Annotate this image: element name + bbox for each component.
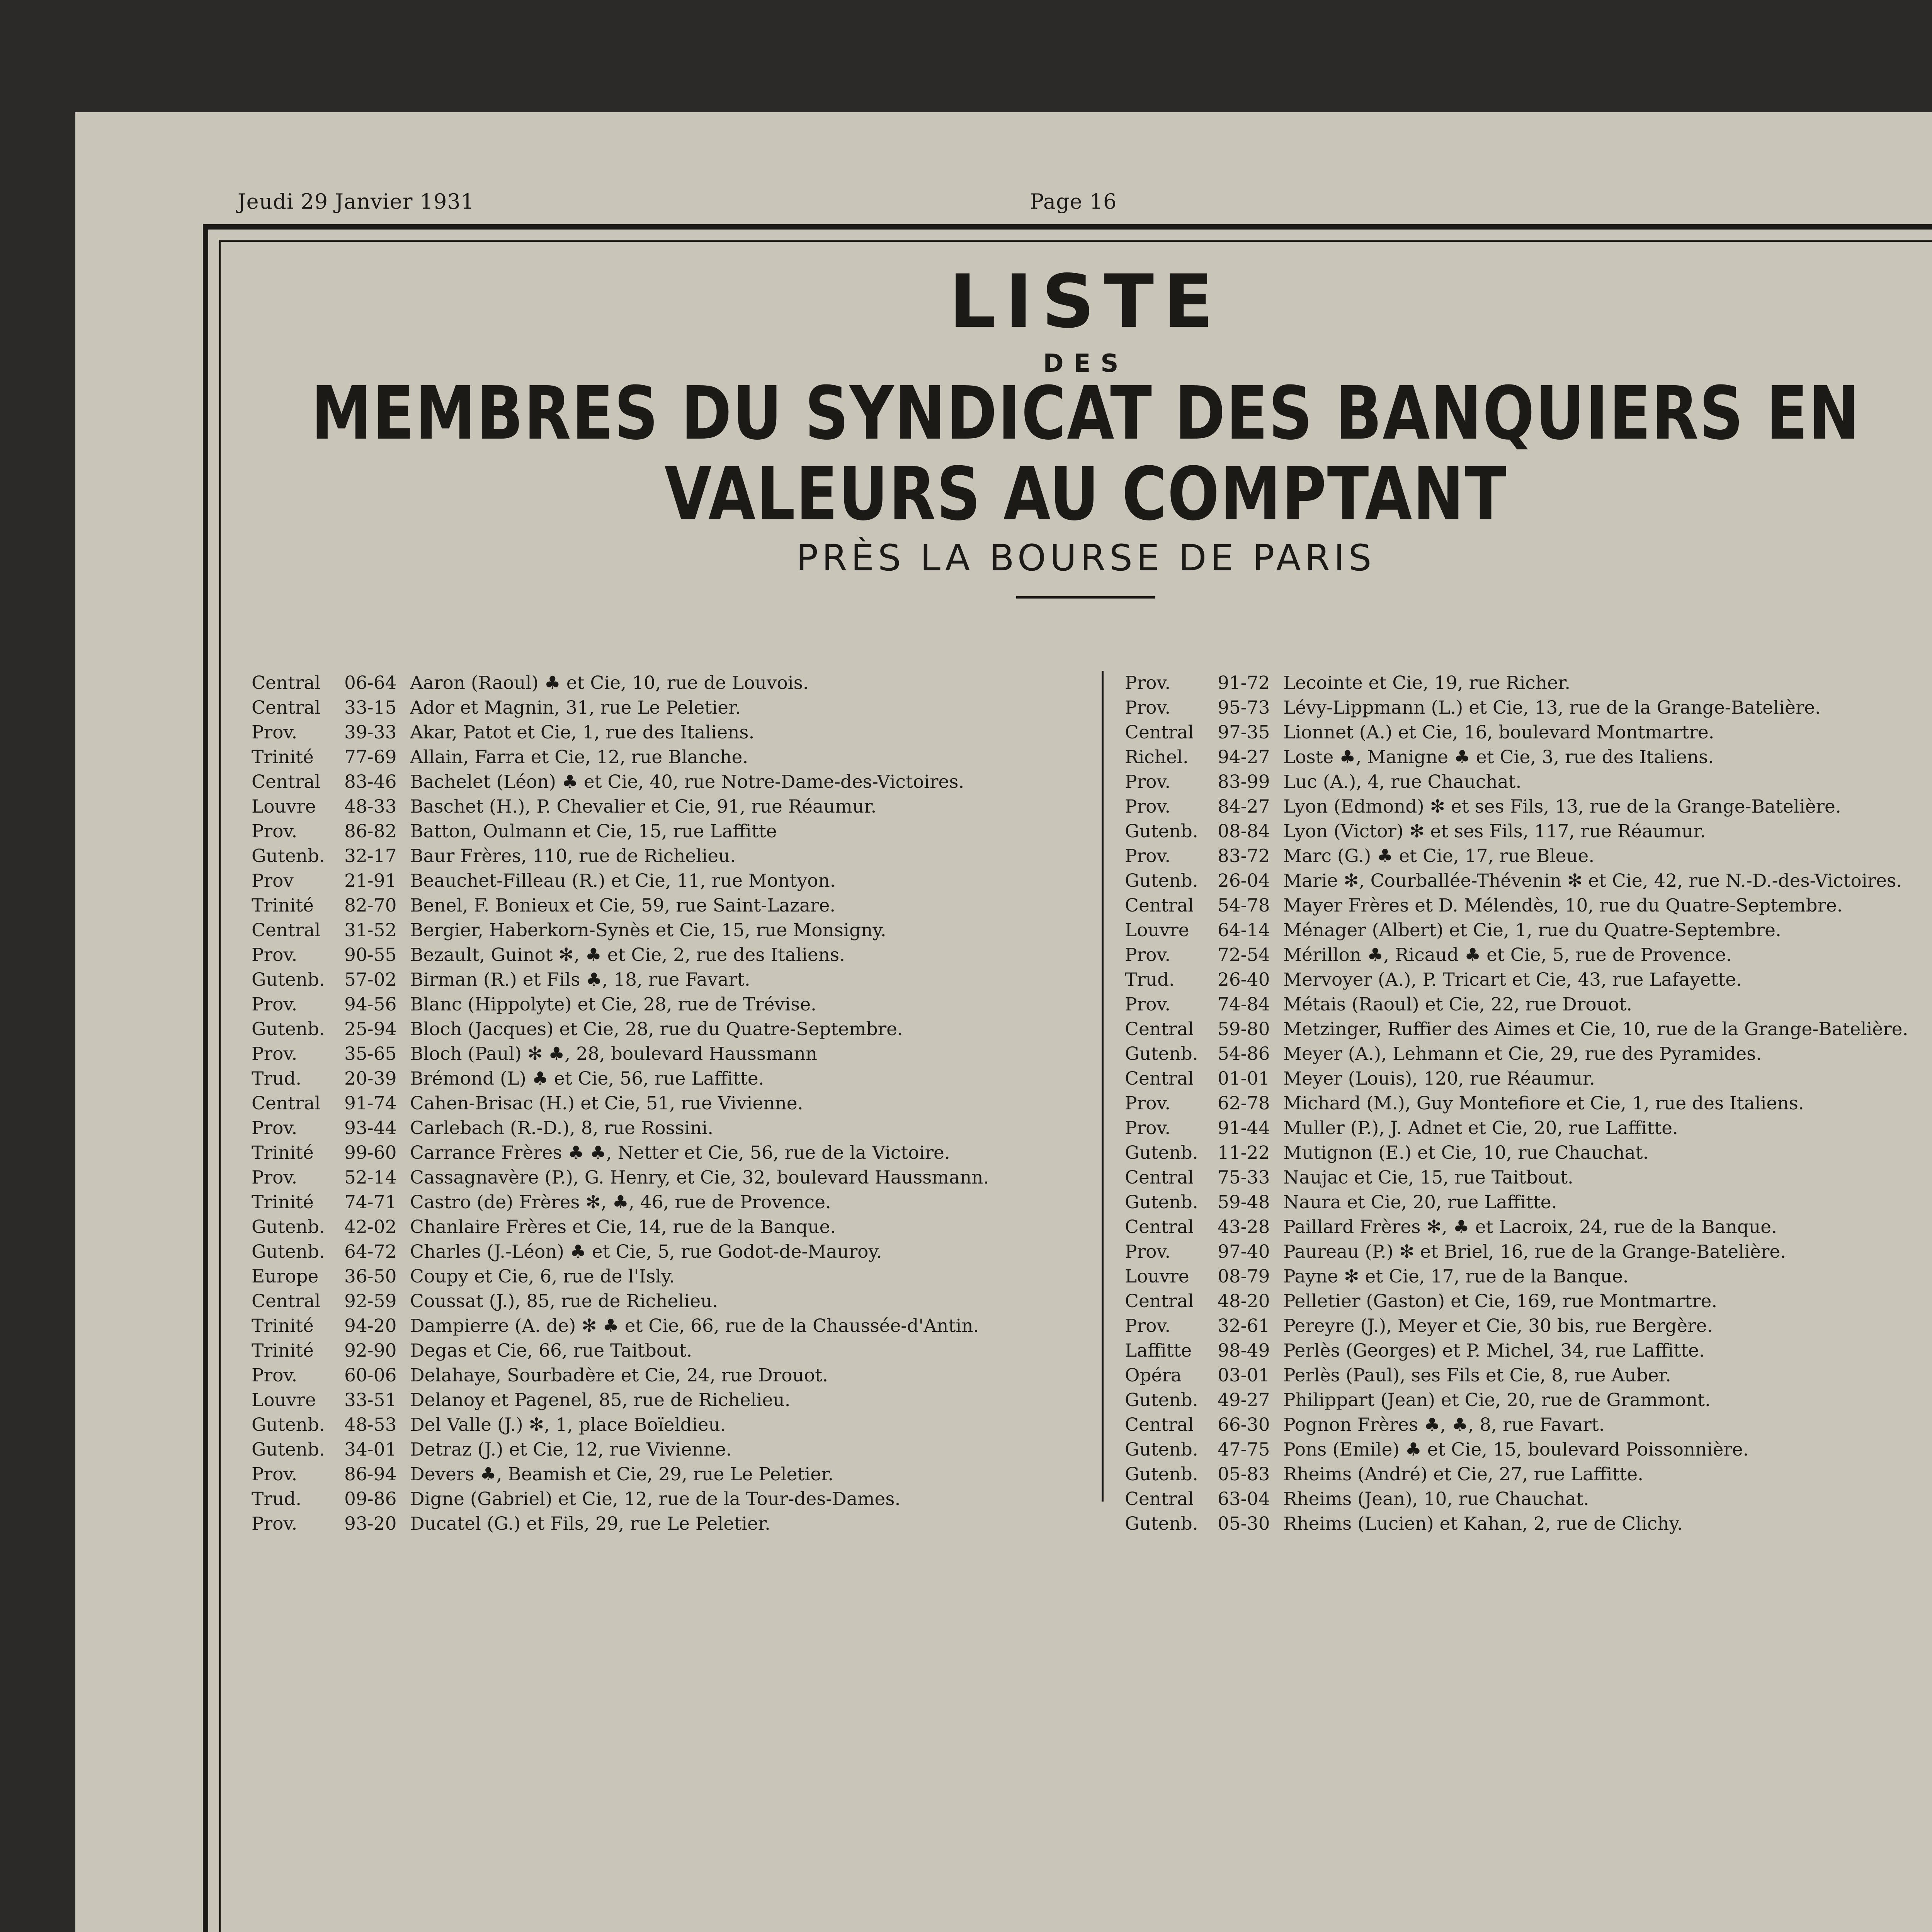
members-columns <box>252 671 1920 1932</box>
member-entry <box>1125 1437 1932 1462</box>
member-entry <box>1125 819 1932 844</box>
member-details: Lyon (Victor) ✻ et ses Fils, 117, rue Réaumur. <box>1283 821 1706 842</box>
member-details: Delanoy et Pagenel, 85, rue de Richelieu. <box>410 1389 791 1411</box>
telephone-number: 05-83 <box>1218 1464 1270 1485</box>
member-details: Paillard Frères ✻, ♣ et Lacroix, 24, rue de la Banque. <box>1283 1216 1777 1238</box>
member-details: Mérillon ♣, Ricaud ♣ et Cie, 5, rue de Provence. <box>1283 944 1732 966</box>
telephone-number: 83-72 <box>1218 845 1270 867</box>
telephone-exchange: Central <box>252 771 321 793</box>
telephone-number: 36-50 <box>344 1266 397 1287</box>
member-entry <box>252 1289 1082 1314</box>
telephone-number: 05-30 <box>1218 1513 1270 1534</box>
member-details: Carlebach (R.-D.), 8, rue Rossini. <box>410 1117 714 1139</box>
telephone-exchange: Trinité <box>252 747 314 768</box>
newspaper-page <box>75 112 1932 1932</box>
member-entry <box>1125 770 1932 794</box>
bordered-frame <box>203 224 1932 1932</box>
heading-title: MEMBRES DU SYNDICAT DES BANQUIERS EN VALEURS AU COMPTANT <box>311 371 1861 537</box>
telephone-exchange: Gutenb. <box>252 969 325 990</box>
members-right-column <box>1125 671 1932 1536</box>
telephone-number: 83-99 <box>1218 771 1270 793</box>
member-entry <box>252 1437 1082 1462</box>
member-entry <box>1125 1289 1932 1314</box>
member-entry <box>1125 1017 1932 1042</box>
member-entry <box>1125 1388 1932 1413</box>
telephone-number: 52-14 <box>344 1167 397 1188</box>
telephone-exchange: Prov. <box>1125 1241 1171 1262</box>
telephone-number: 74-84 <box>1218 994 1270 1015</box>
member-entry <box>252 1413 1082 1437</box>
member-entry <box>1125 745 1932 770</box>
member-entry <box>252 745 1082 770</box>
page-number: Page 16 <box>1030 189 1117 214</box>
member-details: Meyer (A.), Lehmann et Cie, 29, rue des Pyramides. <box>1283 1043 1762 1065</box>
telephone-exchange: Gutenb. <box>1125 1389 1198 1411</box>
member-details: Del Valle (J.) ✻, 1, place Boïeldieu. <box>410 1414 726 1435</box>
member-details: Bloch (Jacques) et Cie, 28, rue du Quatre-Septembre. <box>410 1019 903 1040</box>
member-details: Marc (G.) ♣ et Cie, 17, rue Bleue. <box>1283 845 1595 867</box>
telephone-exchange: Prov. <box>252 1043 298 1065</box>
member-details: Pons (Emile) ♣ et Cie, 15, boulevard Poissonnière. <box>1283 1439 1749 1460</box>
member-details: Castro (de) Frères ✻, ♣, 46, rue de Provence. <box>410 1192 831 1213</box>
member-details: Batton, Oulmann et Cie, 15, rue Laffitte <box>410 821 777 842</box>
telephone-number: 94-56 <box>344 994 397 1015</box>
member-details: Rheims (André) et Cie, 27, rue Laffitte. <box>1283 1464 1644 1485</box>
member-entry <box>1125 1066 1932 1091</box>
telephone-number: 97-35 <box>1218 722 1270 743</box>
telephone-exchange: Trinité <box>252 1340 314 1361</box>
member-entry <box>1125 1116 1932 1141</box>
member-entry <box>252 819 1082 844</box>
telephone-number: 84-27 <box>1218 796 1270 817</box>
member-entry <box>252 1141 1082 1165</box>
telephone-number: 91-44 <box>1218 1117 1270 1139</box>
member-entry <box>252 1338 1082 1363</box>
member-details: Bachelet (Léon) ♣ et Cie, 40, rue Notre-Dame-des-Victoires. <box>410 771 964 793</box>
telephone-number: 95-73 <box>1218 697 1270 718</box>
telephone-number: 91-74 <box>344 1093 397 1114</box>
members-left-column <box>252 671 1082 1536</box>
telephone-number: 48-33 <box>344 796 397 817</box>
telephone-number: 54-86 <box>1218 1043 1270 1065</box>
telephone-exchange: Prov. <box>252 944 298 966</box>
heading-block <box>221 259 1932 599</box>
member-entry <box>252 1017 1082 1042</box>
telephone-exchange: Trud. <box>252 1068 302 1089</box>
member-entry <box>252 1042 1082 1066</box>
telephone-number: 32-17 <box>344 845 397 867</box>
telephone-exchange: Gutenb. <box>252 1019 325 1040</box>
telephone-number: 06-64 <box>344 672 397 694</box>
member-details: Paureau (P.) ✻ et Briel, 16, rue de la Grange-Batelière. <box>1283 1241 1786 1262</box>
telephone-number: 75-33 <box>1218 1167 1270 1188</box>
issue-date: Jeudi 29 Janvier 1931 <box>238 189 475 214</box>
telephone-exchange: Central <box>1125 1167 1194 1188</box>
member-entry <box>1125 1240 1932 1264</box>
telephone-exchange: Prov. <box>252 722 298 743</box>
telephone-exchange: Louvre <box>1125 1266 1189 1287</box>
telephone-exchange: Gutenb. <box>1125 1464 1198 1485</box>
telephone-exchange: Central <box>252 1291 321 1312</box>
member-entry <box>252 770 1082 794</box>
frame-inner <box>219 240 1932 1932</box>
member-entry <box>1125 1091 1932 1116</box>
telephone-number: 94-20 <box>344 1315 397 1337</box>
telephone-number: 48-53 <box>344 1414 397 1435</box>
telephone-number: 93-20 <box>344 1513 397 1534</box>
member-entry <box>252 794 1082 819</box>
telephone-number: 21-91 <box>344 870 397 891</box>
telephone-number: 63-04 <box>1218 1488 1270 1510</box>
heading-des: DES <box>1043 349 1129 378</box>
telephone-number: 66-30 <box>1218 1414 1270 1435</box>
member-details: Dampierre (A. de) ✻ ♣ et Cie, 66, rue de la Chaussée-d'Antin. <box>410 1315 979 1337</box>
member-entry <box>1125 794 1932 819</box>
telephone-exchange: Trinité <box>252 1192 314 1213</box>
member-details: Charles (J.-Léon) ♣ et Cie, 5, rue Godot-de-Mauroy. <box>410 1241 882 1262</box>
telephone-exchange: Central <box>252 697 321 718</box>
telephone-number: 59-80 <box>1218 1019 1270 1040</box>
telephone-number: 64-14 <box>1218 920 1270 941</box>
telephone-exchange: Gutenb. <box>252 1414 325 1435</box>
member-entry <box>252 1215 1082 1240</box>
member-details: Métais (Raoul) et Cie, 22, rue Drouot. <box>1283 994 1632 1015</box>
member-details: Bezault, Guinot ✻, ♣ et Cie, 2, rue des Italiens. <box>410 944 845 966</box>
member-details: Benel, F. Bonieux et Cie, 59, rue Saint-Lazare. <box>410 895 836 916</box>
heading-subtitle: PRÈS LA BOURSE DE PARIS <box>796 537 1376 579</box>
telephone-number: 03-01 <box>1218 1365 1270 1386</box>
member-details: Philippart (Jean) et Cie, 20, rue de Grammont. <box>1283 1389 1711 1411</box>
member-entry <box>252 1165 1082 1190</box>
member-details: Mayer Frères et D. Mélendès, 10, rue du Quatre-Septembre. <box>1283 895 1843 916</box>
telephone-exchange: Prov. <box>252 1117 298 1139</box>
member-entry <box>252 1487 1082 1512</box>
telephone-exchange: Louvre <box>1125 920 1189 941</box>
member-entry <box>1125 1264 1932 1289</box>
telephone-exchange: Central <box>252 920 321 941</box>
member-entry <box>1125 1462 1932 1487</box>
member-details: Mutignon (E.) et Cie, 10, rue Chauchat. <box>1283 1142 1649 1163</box>
member-details: Digne (Gabriel) et Cie, 12, rue de la Tour-des-Dames. <box>410 1488 901 1510</box>
member-entry <box>1125 844 1932 869</box>
telephone-number: 86-94 <box>344 1464 397 1485</box>
member-details: Loste ♣, Manigne ♣ et Cie, 3, rue des Italiens. <box>1283 747 1714 768</box>
member-entry <box>252 992 1082 1017</box>
member-details: Ménager (Albert) et Cie, 1, rue du Quatre-Septembre. <box>1283 920 1781 941</box>
telephone-exchange: Central <box>252 672 321 694</box>
telephone-exchange: Central <box>1125 1414 1194 1435</box>
member-details: Baschet (H.), P. Chevalier et Cie, 91, rue Réaumur. <box>410 796 877 817</box>
member-details: Metzinger, Ruffier des Aimes et Cie, 10, rue de la Grange-Batelière. <box>1283 1019 1908 1040</box>
telephone-number: 39-33 <box>344 722 397 743</box>
member-details: Lionnet (A.) et Cie, 16, boulevard Montmartre. <box>1283 722 1714 743</box>
telephone-exchange: Prov. <box>1125 771 1171 793</box>
member-details: Beauchet-Filleau (R.) et Cie, 11, rue Montyon. <box>410 870 836 891</box>
member-details: Aaron (Raoul) ♣ et Cie, 10, rue de Louvois. <box>410 672 809 694</box>
telephone-number: 57-02 <box>344 969 397 990</box>
telephone-number: 93-44 <box>344 1117 397 1139</box>
member-details: Coupy et Cie, 6, rue de l'Isly. <box>410 1266 675 1287</box>
telephone-number: 83-46 <box>344 771 397 793</box>
telephone-exchange: Europe <box>252 1266 319 1287</box>
member-entry <box>1125 968 1932 992</box>
telephone-exchange: Prov. <box>1125 697 1171 718</box>
telephone-exchange: Prov. <box>1125 944 1171 966</box>
member-details: Lyon (Edmond) ✻ et ses Fils, 13, rue de la Grange-Batelière. <box>1283 796 1841 817</box>
telephone-exchange: Central <box>1125 1291 1194 1312</box>
telephone-exchange: Prov. <box>252 1167 298 1188</box>
telephone-number: 33-51 <box>344 1389 397 1411</box>
telephone-exchange: Richel. <box>1125 747 1189 768</box>
telephone-exchange: Laffitte <box>1125 1340 1192 1361</box>
telephone-number: 26-40 <box>1218 969 1270 990</box>
member-entry <box>1125 1314 1932 1338</box>
member-entry <box>252 893 1082 918</box>
telephone-number: 86-82 <box>344 821 397 842</box>
member-details: Pelletier (Gaston) et Cie, 169, rue Montmartre. <box>1283 1291 1718 1312</box>
telephone-number: 97-40 <box>1218 1241 1270 1262</box>
telephone-number: 74-71 <box>344 1192 397 1213</box>
column-divider <box>1102 671 1104 1502</box>
member-entry <box>252 1091 1082 1116</box>
member-details: Mervoyer (A.), P. Tricart et Cie, 43, rue Lafayette. <box>1283 969 1742 990</box>
member-entry <box>252 869 1082 893</box>
member-entry <box>1125 992 1932 1017</box>
telephone-exchange: Prov. <box>1125 1315 1171 1337</box>
telephone-number: 98-49 <box>1218 1340 1270 1361</box>
telephone-exchange: Prov. <box>1125 1117 1171 1139</box>
telephone-number: 25-94 <box>344 1019 397 1040</box>
telephone-number: 08-79 <box>1218 1266 1270 1287</box>
member-entry <box>252 918 1082 943</box>
member-details: Allain, Farra et Cie, 12, rue Blanche. <box>410 747 748 768</box>
telephone-number: 49-27 <box>1218 1389 1270 1411</box>
telephone-number: 31-52 <box>344 920 397 941</box>
member-details: Payne ✻ et Cie, 17, rue de la Banque. <box>1283 1266 1629 1287</box>
heading-liste: LISTE <box>949 259 1223 344</box>
telephone-exchange: Trinité <box>252 895 314 916</box>
heading-rule <box>1016 596 1155 599</box>
member-entry <box>1125 1413 1932 1437</box>
telephone-exchange: Gutenb. <box>1125 1043 1198 1065</box>
member-entry <box>252 844 1082 869</box>
telephone-number: 64-72 <box>344 1241 397 1262</box>
telephone-number: 01-01 <box>1218 1068 1270 1089</box>
member-entry <box>1125 720 1932 745</box>
member-details: Ador et Magnin, 31, rue Le Peletier. <box>410 697 741 718</box>
member-details: Muller (P.), J. Adnet et Cie, 20, rue Laffitte. <box>1283 1117 1678 1139</box>
telephone-number: 62-78 <box>1218 1093 1270 1114</box>
telephone-exchange: Central <box>1125 1019 1194 1040</box>
telephone-number: 20-39 <box>344 1068 397 1089</box>
member-entry <box>252 1066 1082 1091</box>
telephone-number: 08-84 <box>1218 821 1270 842</box>
telephone-exchange: Louvre <box>252 796 316 817</box>
member-entry <box>1125 943 1932 968</box>
member-entry <box>252 1512 1082 1536</box>
telephone-number: 42-02 <box>344 1216 397 1238</box>
telephone-number: 72-54 <box>1218 944 1270 966</box>
telephone-exchange: Gutenb. <box>1125 1192 1198 1213</box>
telephone-number: 99-60 <box>344 1142 397 1163</box>
member-details: Bergier, Haberkorn-Synès et Cie, 15, rue Monsigny. <box>410 920 886 941</box>
telephone-number: 11-22 <box>1218 1142 1270 1163</box>
telephone-number: 60-06 <box>344 1365 397 1386</box>
member-details: Delahaye, Sourbadère et Cie, 24, rue Drouot. <box>410 1365 828 1386</box>
telephone-number: 92-59 <box>344 1291 397 1312</box>
member-entry <box>252 968 1082 992</box>
telephone-exchange: Prov. <box>1125 1093 1171 1114</box>
member-details: Blanc (Hippolyte) et Cie, 28, rue de Trévise. <box>410 994 816 1015</box>
telephone-exchange: Prov. <box>1125 994 1171 1015</box>
member-entry <box>1125 1487 1932 1512</box>
member-entry <box>252 696 1082 720</box>
member-entry <box>252 1240 1082 1264</box>
member-details: Cahen-Brisac (H.) et Cie, 51, rue Vivienne. <box>410 1093 803 1114</box>
member-details: Birman (R.) et Fils ♣, 18, rue Favart. <box>410 969 750 990</box>
member-entry <box>252 720 1082 745</box>
member-entry <box>1125 918 1932 943</box>
member-details: Rheims (Lucien) et Kahan, 2, rue de Clichy. <box>1283 1513 1683 1534</box>
telephone-number: 43-28 <box>1218 1216 1270 1238</box>
telephone-exchange: Gutenb. <box>252 1241 325 1262</box>
telephone-exchange: Prov. <box>1125 672 1171 694</box>
member-details: Pognon Frères ♣, ♣, 8, rue Favart. <box>1283 1414 1605 1435</box>
telephone-number: 90-55 <box>344 944 397 966</box>
member-entry <box>1125 1512 1932 1536</box>
telephone-number: 32-61 <box>1218 1315 1270 1337</box>
telephone-exchange: Gutenb. <box>1125 870 1198 891</box>
telephone-exchange: Prov. <box>1125 845 1171 867</box>
telephone-exchange: Prov. <box>252 1513 298 1534</box>
member-entry <box>252 1314 1082 1338</box>
member-entry <box>252 1363 1082 1388</box>
telephone-exchange: Prov <box>252 870 294 891</box>
telephone-exchange: Central <box>1125 722 1194 743</box>
telephone-number: 34-01 <box>344 1439 397 1460</box>
telephone-exchange: Central <box>1125 1068 1194 1089</box>
member-entry <box>252 1190 1082 1215</box>
member-details: Luc (A.), 4, rue Chauchat. <box>1283 771 1522 793</box>
telephone-number: 82-70 <box>344 895 397 916</box>
member-details: Marie ✻, Courballée-Thévenin ✻ et Cie, 42, rue N.-D.-des-Victoires. <box>1283 870 1902 891</box>
telephone-exchange: Gutenb. <box>1125 821 1198 842</box>
telephone-number: 91-72 <box>1218 672 1270 694</box>
member-details: Meyer (Louis), 120, rue Réaumur. <box>1283 1068 1595 1089</box>
telephone-number: 26-04 <box>1218 870 1270 891</box>
telephone-exchange: Louvre <box>252 1389 316 1411</box>
member-details: Perlès (Paul), ses Fils et Cie, 8, rue Auber. <box>1283 1365 1671 1386</box>
member-details: Rheims (Jean), 10, rue Chauchat. <box>1283 1488 1589 1510</box>
member-details: Chanlaire Frères et Cie, 14, rue de la Banque. <box>410 1216 836 1238</box>
member-details: Coussat (J.), 85, rue de Richelieu. <box>410 1291 718 1312</box>
member-details: Degas et Cie, 66, rue Taitbout. <box>410 1340 692 1361</box>
member-entry <box>1125 1165 1932 1190</box>
member-entry <box>1125 1190 1932 1215</box>
member-details: Cassagnavère (P.), G. Henry, et Cie, 32, boulevard Haussmann. <box>410 1167 989 1188</box>
telephone-exchange: Gutenb. <box>1125 1513 1198 1534</box>
member-entry <box>252 1388 1082 1413</box>
member-entry <box>252 671 1082 696</box>
telephone-exchange: Prov. <box>252 821 298 842</box>
member-details: Michard (M.), Guy Montefiore et Cie, 1, rue des Italiens. <box>1283 1093 1804 1114</box>
telephone-exchange: Trud. <box>1125 969 1175 990</box>
member-entry <box>1125 1215 1932 1240</box>
member-entry <box>252 943 1082 968</box>
member-entry <box>1125 1363 1932 1388</box>
telephone-number: 33-15 <box>344 697 397 718</box>
telephone-exchange: Gutenb. <box>1125 1142 1198 1163</box>
member-entry <box>1125 869 1932 893</box>
member-details: Brémond (L) ♣ et Cie, 56, rue Laffitte. <box>410 1068 764 1089</box>
member-details: Perlès (Georges) et P. Michel, 34, rue Laffitte. <box>1283 1340 1705 1361</box>
telephone-exchange: Prov. <box>252 994 298 1015</box>
telephone-exchange: Prov. <box>1125 796 1171 817</box>
telephone-number: 77-69 <box>344 747 397 768</box>
member-entry <box>252 1462 1082 1487</box>
telephone-exchange: Central <box>1125 895 1194 916</box>
member-details: Lecointe et Cie, 19, rue Richer. <box>1283 672 1571 694</box>
member-details: Bloch (Paul) ✻ ♣, 28, boulevard Haussmann <box>410 1043 818 1065</box>
member-details: Naujac et Cie, 15, rue Taitbout. <box>1283 1167 1573 1188</box>
member-details: Carrance Frères ♣ ♣, Netter et Cie, 56, rue de la Victoire. <box>410 1142 950 1163</box>
telephone-exchange: Trinité <box>252 1142 314 1163</box>
telephone-exchange: Trud. <box>252 1488 302 1510</box>
telephone-number: 35-65 <box>344 1043 397 1065</box>
member-entry <box>252 1264 1082 1289</box>
member-entry <box>1125 893 1932 918</box>
member-details: Ducatel (G.) et Fils, 29, rue Le Peletier. <box>410 1513 771 1534</box>
member-details: Devers ♣, Beamish et Cie, 29, rue Le Peletier. <box>410 1464 834 1485</box>
telephone-number: 94-27 <box>1218 747 1270 768</box>
telephone-number: 09-86 <box>344 1488 397 1510</box>
telephone-exchange: Gutenb. <box>1125 1439 1198 1460</box>
member-entry <box>1125 1141 1932 1165</box>
telephone-number: 59-48 <box>1218 1192 1270 1213</box>
telephone-exchange: Gutenb. <box>252 845 325 867</box>
telephone-exchange: Prov. <box>252 1365 298 1386</box>
telephone-exchange: Trinité <box>252 1315 314 1337</box>
telephone-number: 54-78 <box>1218 895 1270 916</box>
member-entry <box>1125 671 1932 696</box>
member-entry <box>252 1116 1082 1141</box>
telephone-exchange: Central <box>1125 1216 1194 1238</box>
member-entry <box>1125 1042 1932 1066</box>
telephone-exchange: Central <box>252 1093 321 1114</box>
member-details: Pereyre (J.), Meyer et Cie, 30 bis, rue Bergère. <box>1283 1315 1713 1337</box>
telephone-exchange: Gutenb. <box>252 1216 325 1238</box>
telephone-number: 47-75 <box>1218 1439 1270 1460</box>
member-details: Naura et Cie, 20, rue Laffitte. <box>1283 1192 1557 1213</box>
member-details: Detraz (J.) et Cie, 12, rue Vivienne. <box>410 1439 732 1460</box>
telephone-number: 92-90 <box>344 1340 397 1361</box>
member-details: Akar, Patot et Cie, 1, rue des Italiens. <box>410 722 755 743</box>
telephone-number: 48-20 <box>1218 1291 1270 1312</box>
telephone-exchange: Opéra <box>1125 1365 1182 1386</box>
telephone-exchange: Prov. <box>252 1464 298 1485</box>
member-entry <box>1125 696 1932 720</box>
member-details: Lévy-Lippmann (L.) et Cie, 13, rue de la Grange-Batelière. <box>1283 697 1821 718</box>
member-entry <box>1125 1338 1932 1363</box>
telephone-exchange: Gutenb. <box>252 1439 325 1460</box>
telephone-exchange: Central <box>1125 1488 1194 1510</box>
member-details: Baur Frères, 110, rue de Richelieu. <box>410 845 736 867</box>
